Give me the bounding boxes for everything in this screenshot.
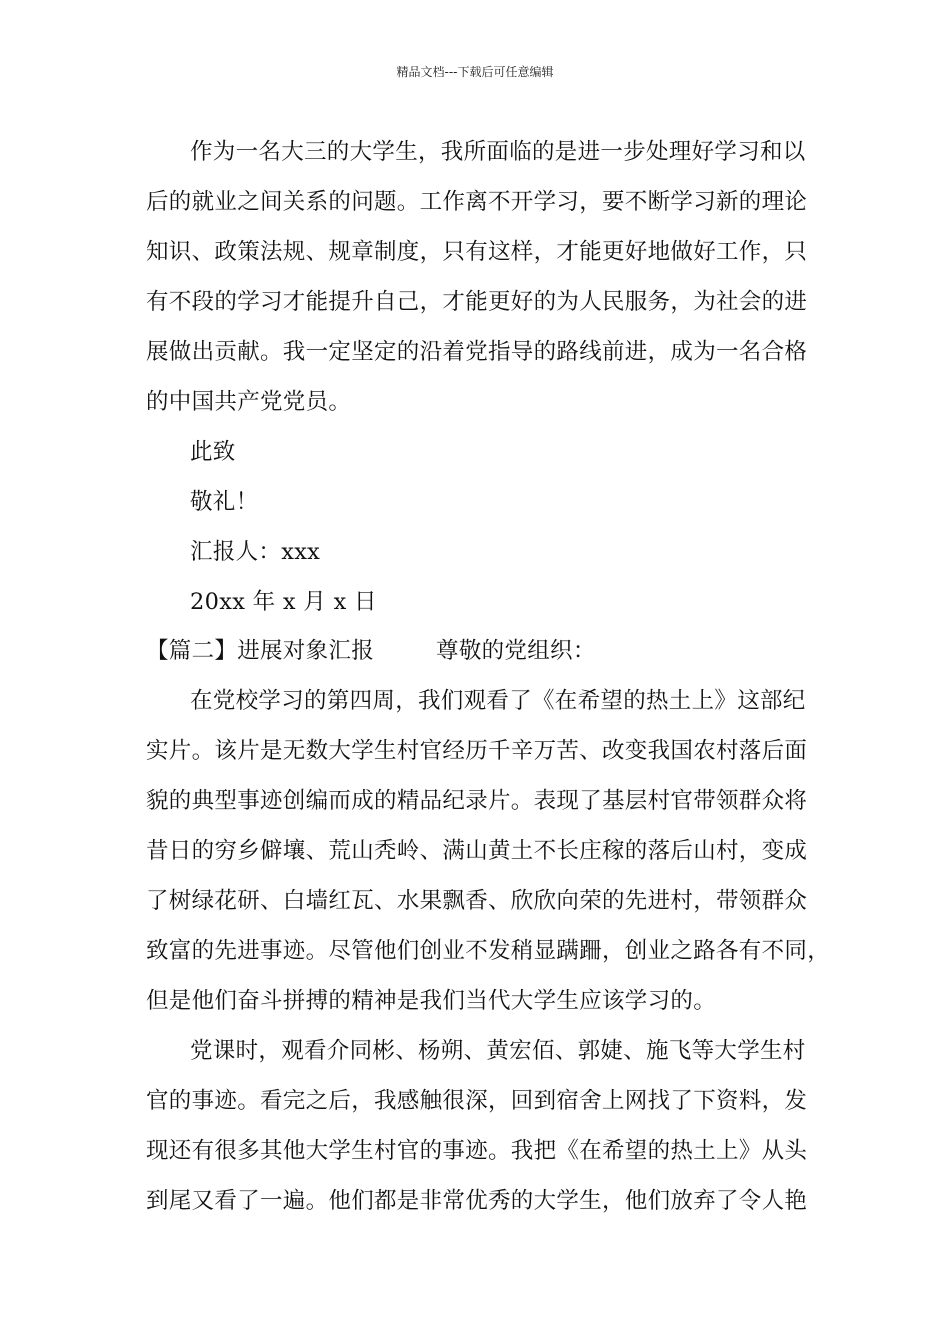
paragraph-line: 致富的先进事迹。尽管他们创业不发稍显蹒跚，创业之路各有不同， xyxy=(146,938,831,964)
closing-text: 此致 xyxy=(190,439,236,465)
reporter-text: 汇报人：xxx xyxy=(190,539,321,565)
paragraph-line: 有不段的学习才能提升自己，才能更好的为人民服务，为社会的进 xyxy=(146,289,808,315)
paragraph-line: 后的就业之间关系的问题。工作离不开学习，要不断学习新的理论 xyxy=(146,189,808,215)
paragraph-line: 实片。该片是无数大学生村官经历千辛万苦、改变我国农村落后面 xyxy=(146,738,808,764)
section-heading-label: 【篇二】进展对象汇报 xyxy=(146,638,375,664)
paragraph-line: 了树绿花研、白墙红瓦、水果飘香、欣欣向荣的先进村，带领群众 xyxy=(146,888,808,914)
paragraph-line: 在党校学习的第四周，我们观看了《在希望的热土上》这部纪 xyxy=(190,688,806,714)
section-heading xyxy=(146,636,596,666)
greeting-text: 尊敬的党组织： xyxy=(436,638,596,664)
salute-text: 敬礼！ xyxy=(190,489,259,515)
paragraph-line: 到尾又看了一遍。他们都是非常优秀的大学生，他们放弃了令人艳 xyxy=(146,1188,808,1214)
paragraph-line: 貌的典型事迹创编而成的精品纪录片。表现了基层村官带领群众将 xyxy=(146,788,808,814)
paragraph-line: 但是他们奋斗拼搏的精神是我们当代大学生应该学习的。 xyxy=(146,988,717,1014)
paragraph-line: 官的事迹。看完之后，我感触很深，回到宿舍上网找了下资料，发 xyxy=(146,1088,808,1114)
page-header: 精品文档---下载后可任意编辑 xyxy=(396,65,554,79)
date-text: 20xx 年 x 月 x 日 xyxy=(190,589,377,615)
paragraph-line: 知识、政策法规、规章制度，只有这样，才能更好地做好工作，只 xyxy=(146,239,808,265)
paragraph-line: 昔日的穷乡僻壤、荒山秃岭、满山黄土不长庄稼的落后山村，变成 xyxy=(146,838,808,864)
paragraph-line: 现还有很多其他大学生村官的事迹。我把《在希望的热土上》从头 xyxy=(146,1138,808,1164)
paragraph-line: 党课时，观看介同彬、杨朔、黄宏佰、郭婕、施飞等大学生村 xyxy=(190,1038,806,1064)
paragraph-line: 展做出贡献。我一定坚定的沿着党指导的路线前进，成为一名合格 xyxy=(146,339,808,365)
paragraph-line: 作为一名大三的大学生，我所面临的是进一步处理好学习和以 xyxy=(190,139,806,165)
paragraph-line: 的中国共产党党员。 xyxy=(146,389,352,415)
